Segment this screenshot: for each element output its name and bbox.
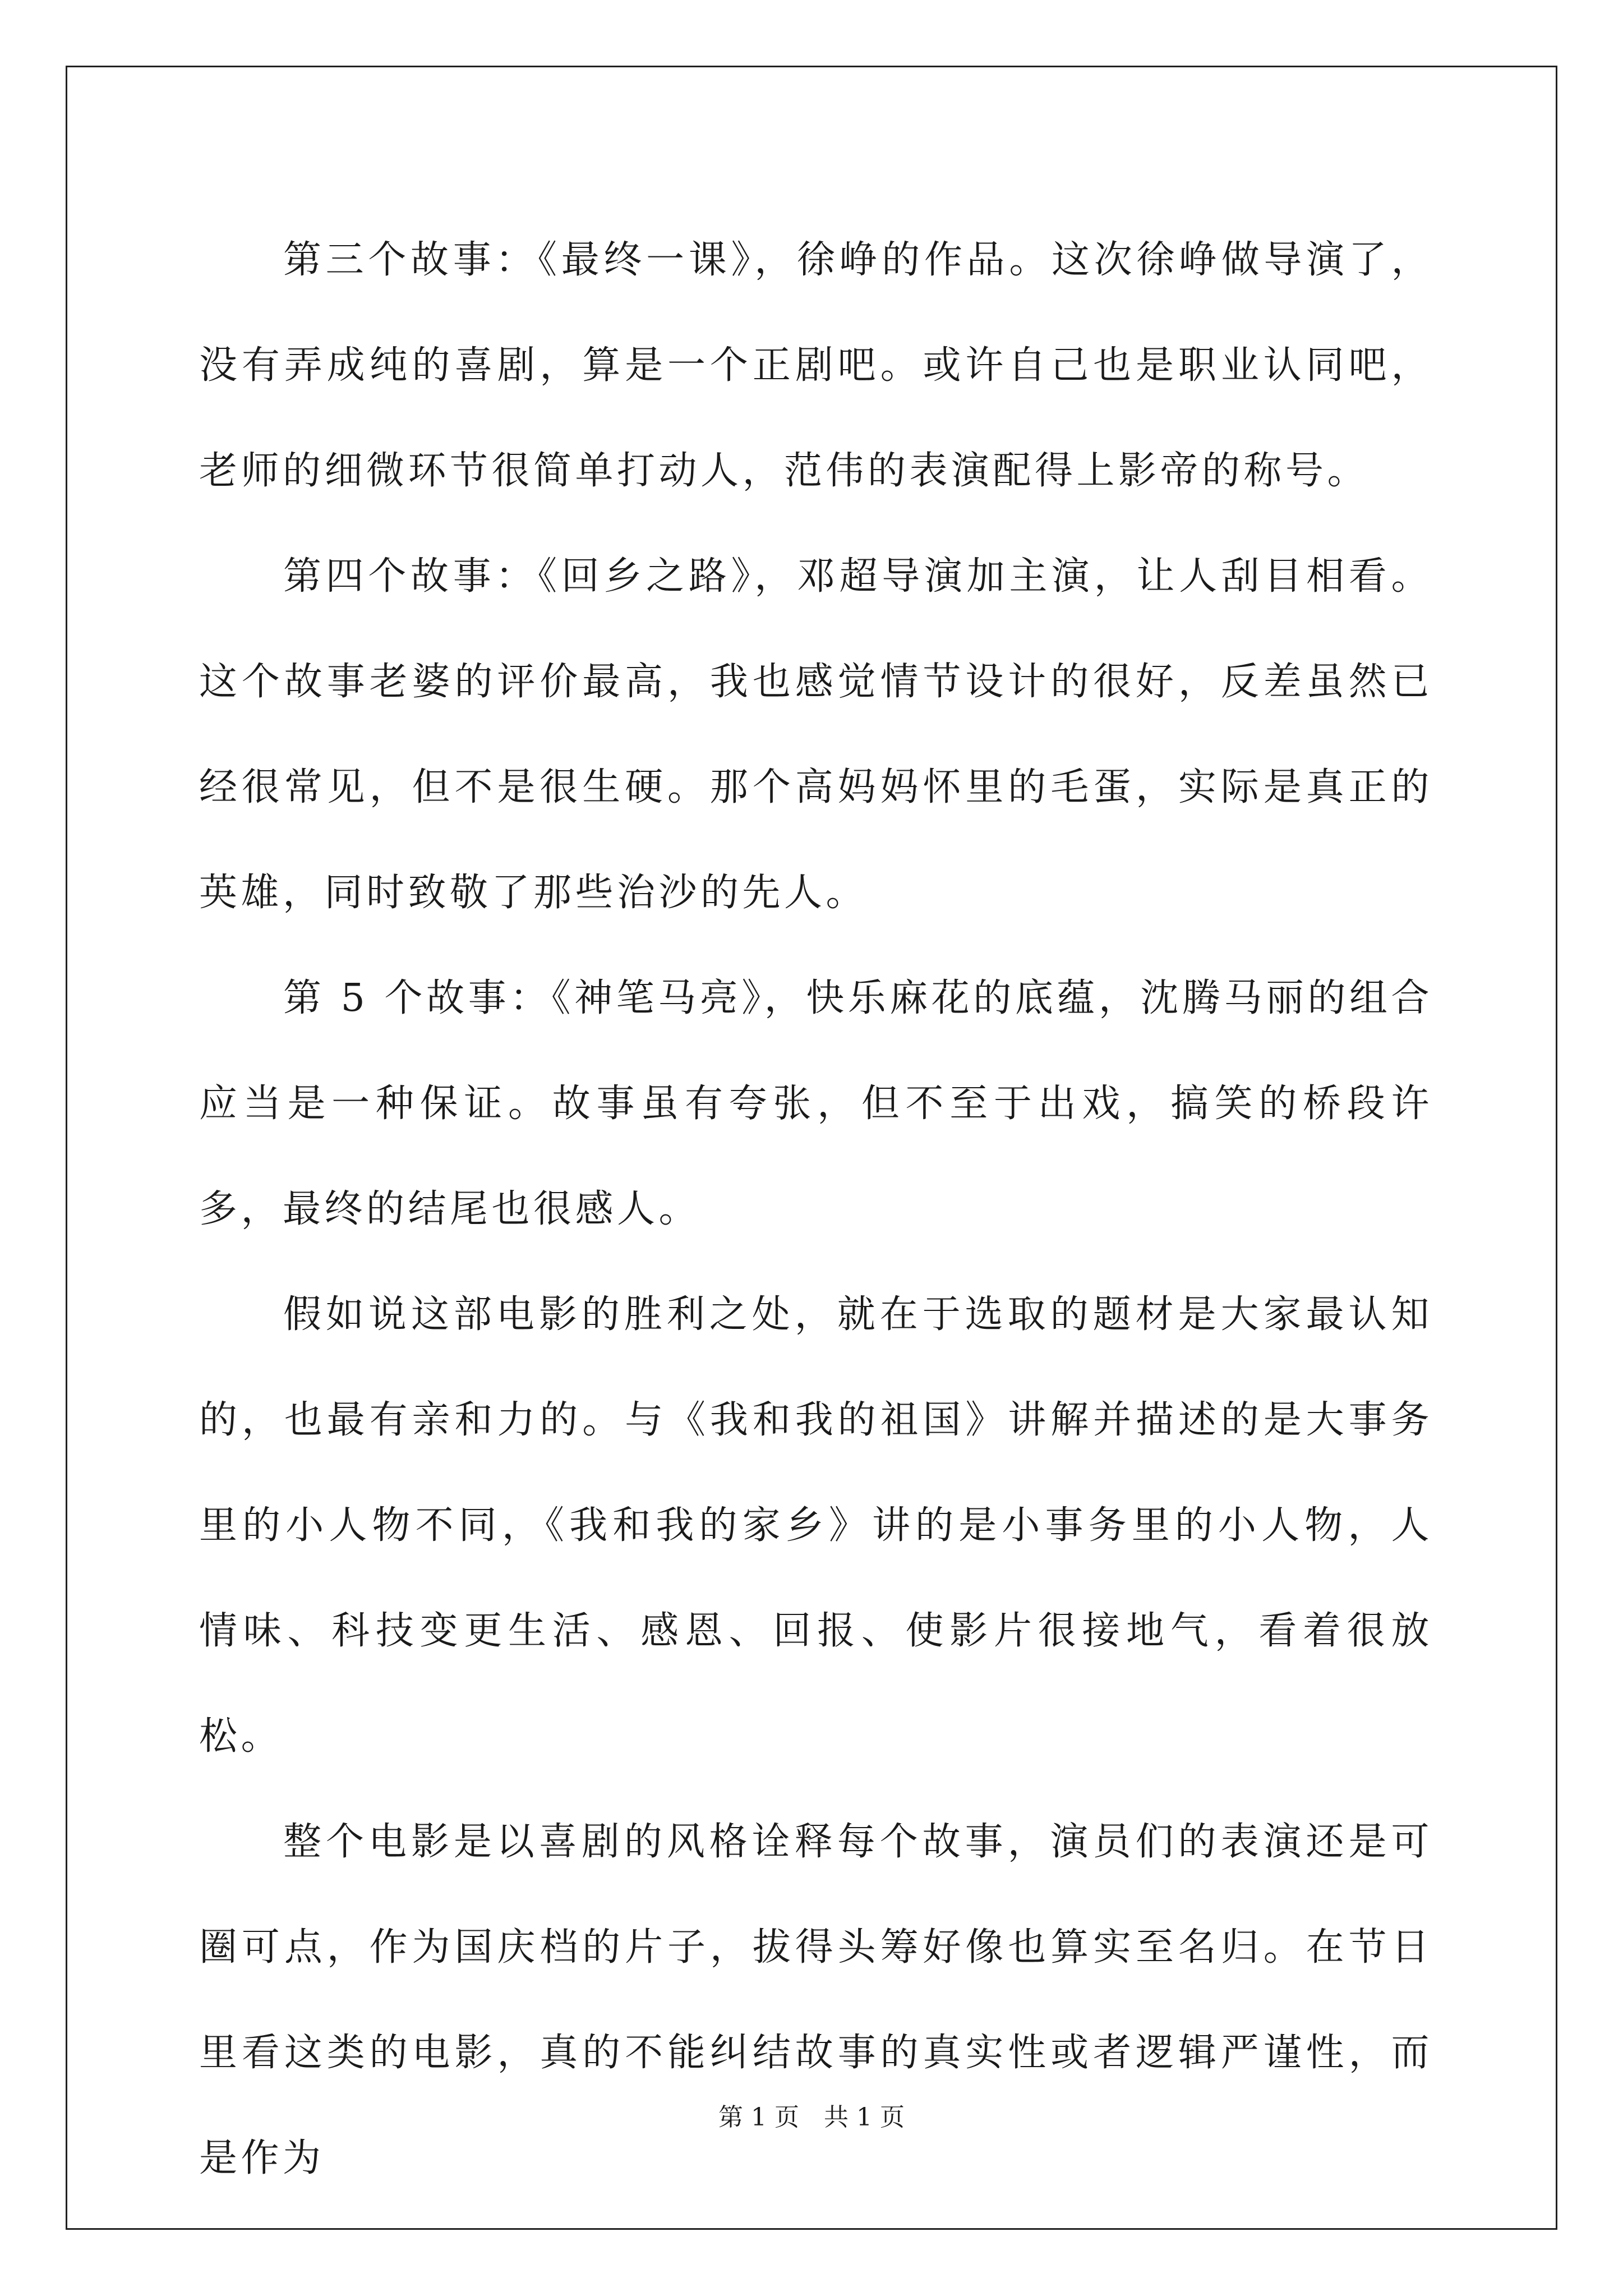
paragraph-story-3: 第三个故事：《最终一课》，徐峥的作品。这次徐峥做导演了，没有弄成纯的喜剧，算是一个正剧吧。或许自己也是职业认同吧，老师的细微环节很简单打动人，范伟的表演配得上影帝的称号。: [199, 238, 1433, 493]
page-number-label: 第 1 页 共 1 页: [718, 2103, 905, 2132]
paragraph-overall-review: 整个电影是以喜剧的风格诠释每个故事，演员们的表演还是可圈可点，作为国庆档的片子，拔得头筹好像也算实至名归。在节日里看这类的电影，真的不能纠结故事的真实性或者逻辑严谨性，而是作为: [199, 1820, 1433, 2180]
document-body: [199, 208, 1433, 2211]
page-footer: [0, 2101, 1623, 2134]
paragraph-story-4: 第四个故事：《回乡之路》，邓超导演加主演，让人刮目相看。这个故事老婆的评价最高，我也感觉情节设计的很好，反差虽然已经很常见，但不是很生硬。那个高妈妈怀里的毛蛋，实际是真正的英雄，同时致敬了那些治沙的先人。: [199, 554, 1433, 915]
paragraph-story-5: 第 5 个故事：《神笔马亮》，快乐麻花的底蕴，沈腾马丽的组合应当是一种保证。故事虽有夸张，但不至于出戏，搞笑的桥段许多，最终的结尾也很感人。: [199, 976, 1433, 1231]
paragraph-success-analysis: 假如说这部电影的胜利之处，就在于选取的题材是大家最认知的，也最有亲和力的。与《我和我的祖国》讲解并描述的是大事务里的小人物不同，《我和我的家乡》讲的是小事务里的小人物，人情味、科技变更生活、感恩、回报、使影片很接地气，看着很放松。: [199, 1292, 1433, 1759]
